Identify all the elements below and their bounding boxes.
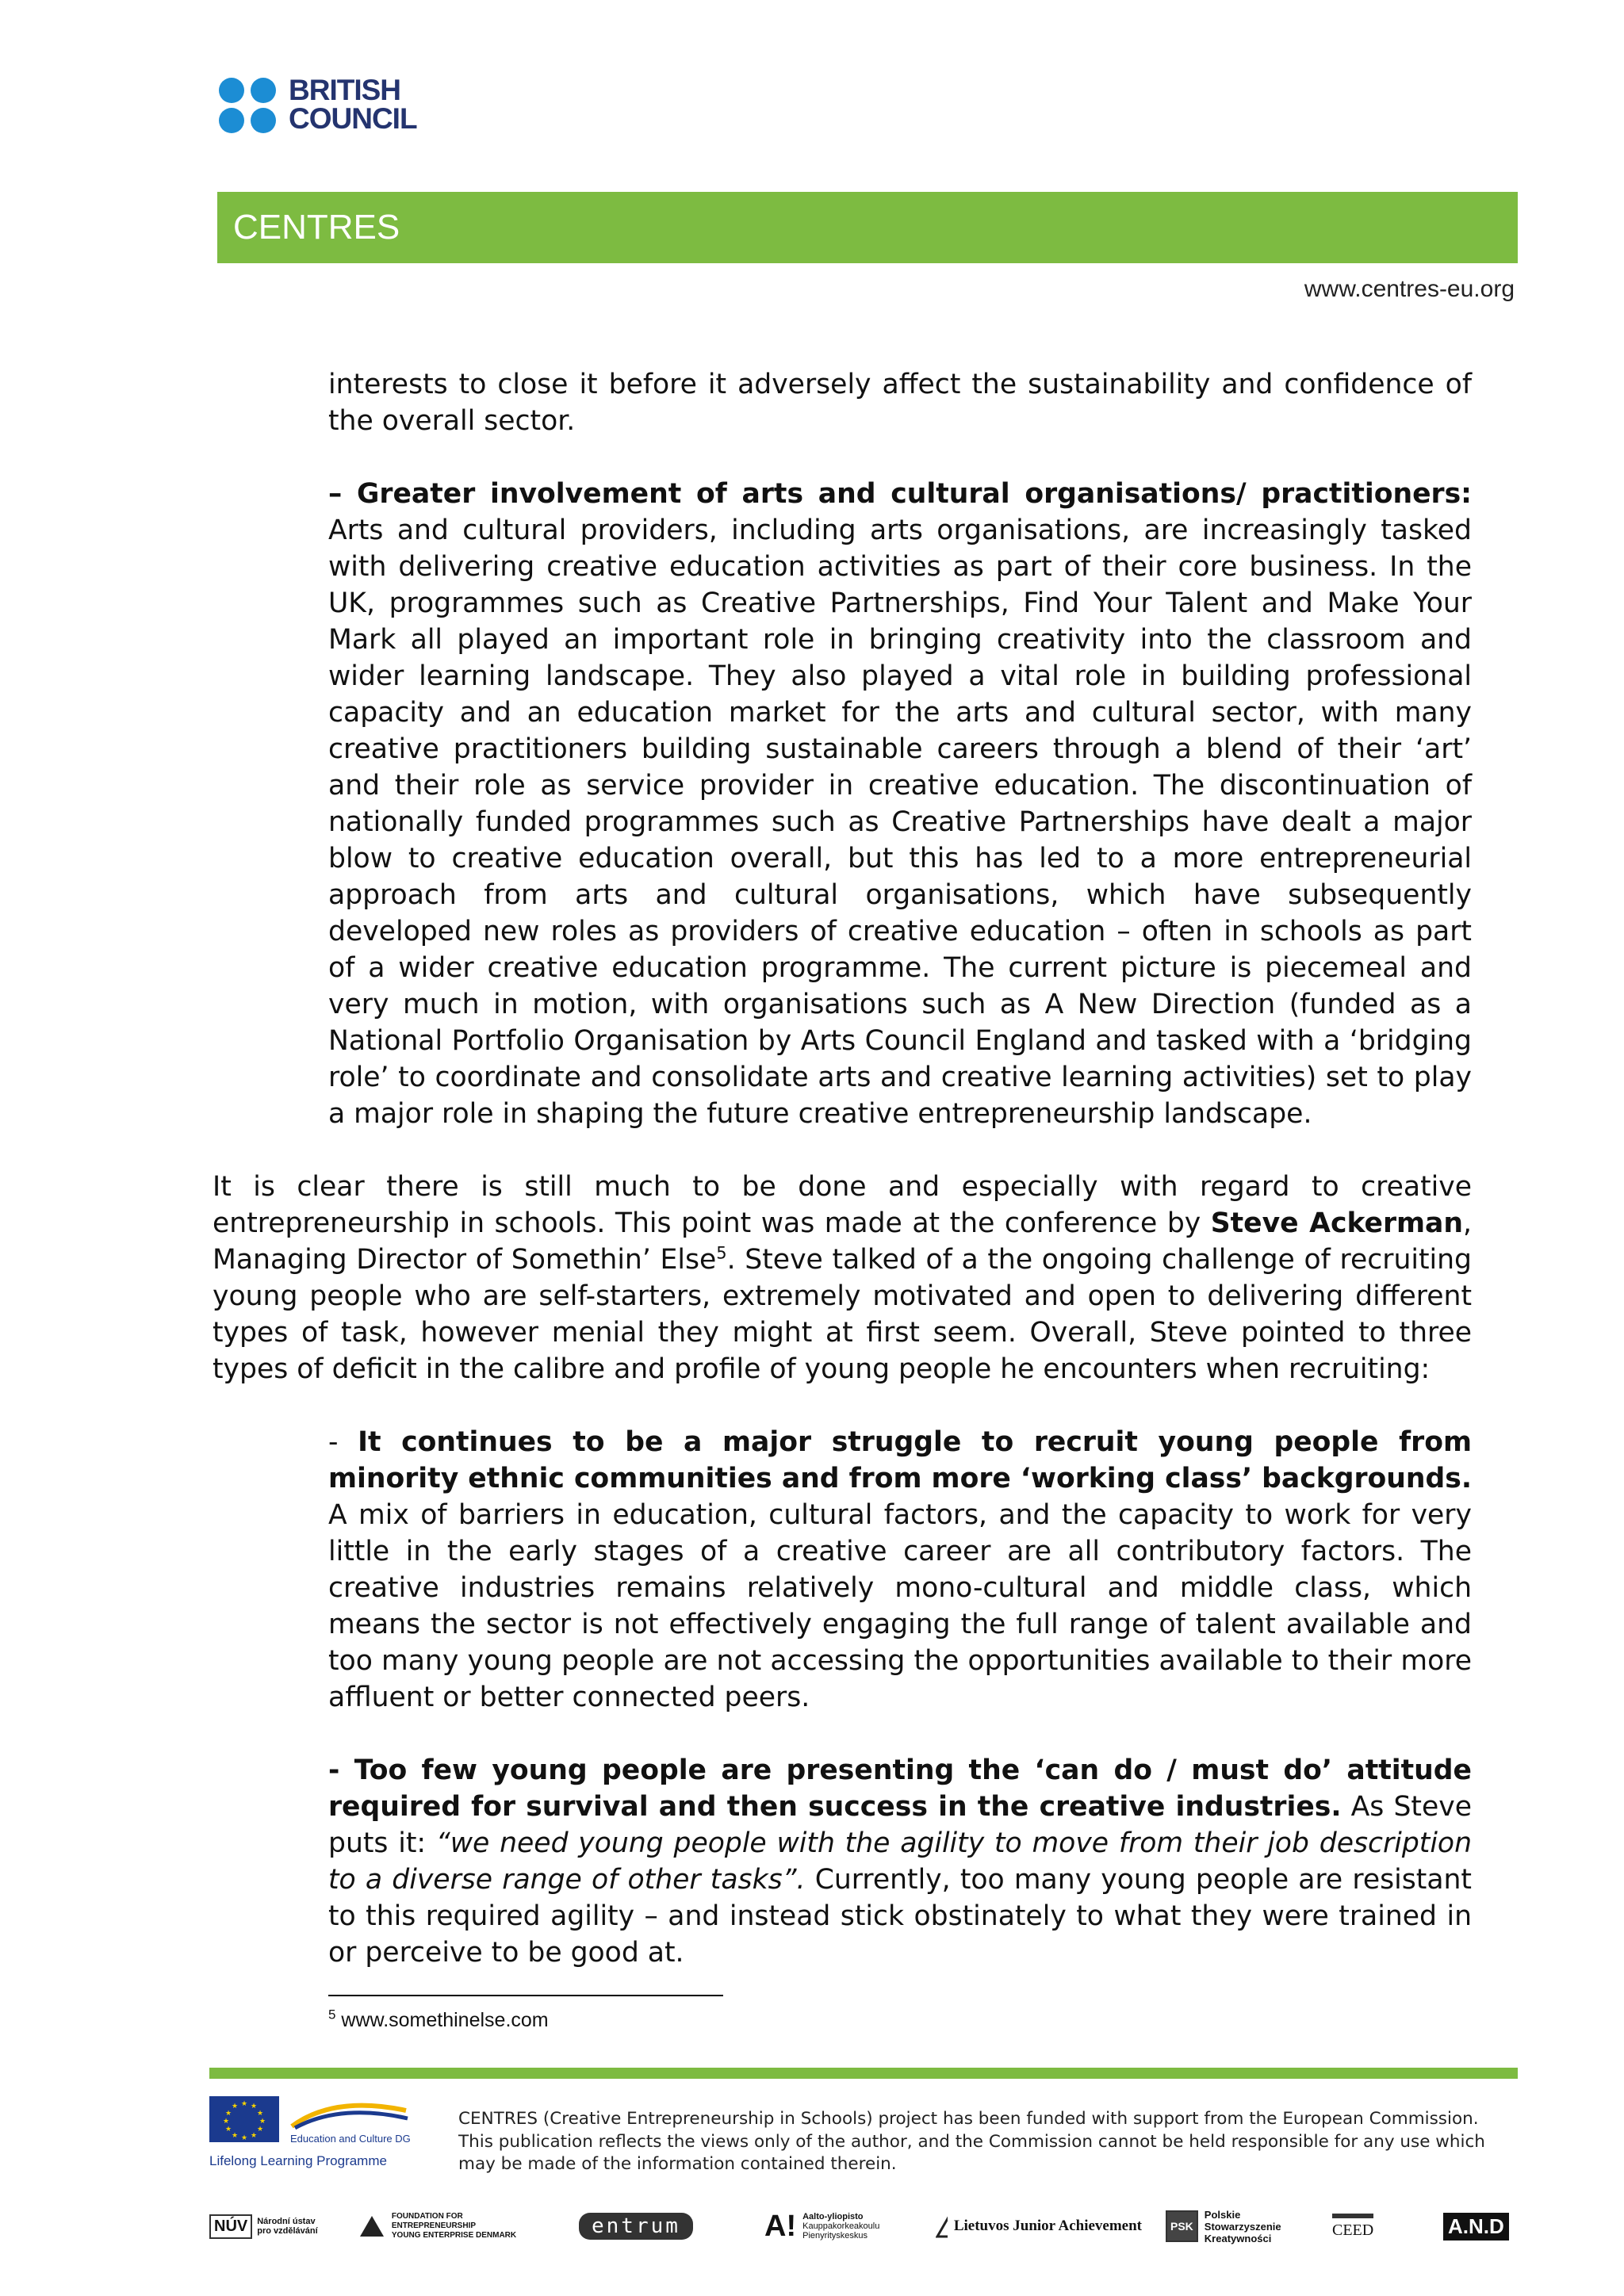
ffe-line2: YOUNG ENTERPRISE DENMARK bbox=[391, 2231, 517, 2240]
logo-dot-icon bbox=[251, 78, 276, 103]
paragraph-1 bbox=[328, 366, 1472, 439]
paragraph-2-text: Arts and cultural providers, including arts organisations, are increasingly tasked with delivering creative education activities as part of their core business. In the UK, programmes such as Creative Partnerships, Find Your Talent and Make Your Mark all played an important role in bringing creativity into the classroom and wider learning landscape. They also played a vital role in building professional capacity and an education market for the arts and cultural sector, with many creative practitioners building sustainable careers through a blend of their ‘art’ and their role as service provider in creative education. The discontinuation of nationally funded programmes such as Creative Partnerships have dealt a major blow to creative education overall, but this has led to a more entrepreneurial approach from arts and cultural organisations, which have subsequently developed new roles as providers of creative education – often in schools as part of a wider creative education programme. The current picture is piecemeal and very much in motion, with organisations such as A New Direction (funded as a National Portfolio Organisation by Arts Council England and tasked with a ‘bridging role’ to coordinate and consolidate arts and creative learning activities) set to play a major role in shaping the future creative entrepreneurship landscape. bbox=[328, 515, 1472, 1130]
nuv-name-line1: Národní ústav bbox=[257, 2217, 316, 2226]
footnote bbox=[328, 2009, 549, 2032]
psk-mark: PSK bbox=[1166, 2210, 1198, 2242]
partner-lja-logo bbox=[936, 2204, 1142, 2248]
lja-triangle-icon bbox=[936, 2214, 948, 2238]
aalto-line3: Pienyrityskeskus bbox=[802, 2231, 868, 2241]
aalto-line1: Aalto-yliopisto bbox=[802, 2212, 864, 2221]
logo-dot-icon bbox=[219, 78, 244, 103]
nuv-mark: NÚV bbox=[209, 2214, 252, 2239]
partner-aalto-logo bbox=[764, 2204, 923, 2248]
lifelong-learning-logo bbox=[208, 2096, 414, 2169]
partner-and-logo bbox=[1443, 2204, 1519, 2248]
partner-nuv-logo bbox=[209, 2204, 328, 2248]
psk-line1: Polskie bbox=[1204, 2208, 1241, 2221]
disclaimer-line-1: CENTRES (Creative Entrepreneurship in Schools) project has been funded with support from the European Commission. bbox=[458, 2109, 1479, 2129]
paragraph-5-text-b: Currently, too many young people are resistant to this required agility – and instead stick obstinately to what they were trained in or perceive to be good at. bbox=[328, 1864, 1472, 1969]
paragraph-3-text-a: It is clear there is still much to be done and especially with regard to creative entrepreneurship in schools. This point was made at the conference by bbox=[213, 1171, 1472, 1239]
ceed-wordmark: CEED bbox=[1332, 2214, 1373, 2240]
partner-ceed-logo bbox=[1332, 2204, 1411, 2248]
paragraph-3-text-c: . Steve talked of a the ongoing challenge of recruiting young people who are self-starters, extremely motivated and open to delivering different types of task, however menial they might at first seem. Overall, Steve pointed to three types of deficit in the calibre and profile of young people he encounters when recruiting: bbox=[213, 1244, 1472, 1385]
paragraph-5-text-a: As Steve puts it: bbox=[328, 1791, 1472, 1859]
ffe-line1: FOUNDATION FOR ENTREPRENEURSHIP bbox=[391, 2212, 477, 2230]
lifelong-learning-label: Lifelong Learning Programme bbox=[209, 2153, 387, 2168]
paragraph-5 bbox=[328, 1752, 1472, 1971]
footnote-text: www.somethinelse.com bbox=[335, 2009, 549, 2031]
psk-line3: Kreatywności bbox=[1204, 2232, 1272, 2244]
entrum-wordmark: entrum bbox=[579, 2213, 693, 2240]
paragraph-5-heading: - Too few young people are presenting the ‘can do / must do’ attitude required for survival and then success in the creative industries. bbox=[328, 1755, 1472, 1823]
paragraph-3 bbox=[213, 1169, 1472, 1387]
banner-title: CENTRES bbox=[233, 208, 400, 247]
funding-disclaimer bbox=[458, 2108, 1489, 2176]
paragraph-4-heading: It continues to be a major struggle to recruit young people from minority ethnic communities and from more ‘working class’ backgrounds. bbox=[328, 1426, 1473, 1494]
logo-dot-icon bbox=[251, 108, 276, 133]
paragraph-2 bbox=[328, 476, 1472, 1132]
british-council-logo bbox=[219, 73, 433, 138]
education-culture-dg-label: Education and Culture DG bbox=[290, 2133, 411, 2145]
nuv-name-line2: pro vzdělávání bbox=[257, 2226, 318, 2236]
centres-banner bbox=[217, 192, 1518, 263]
speaker-name: Steve Ackerman bbox=[1210, 1207, 1463, 1239]
paragraph-4-prefix: - bbox=[328, 1426, 358, 1458]
footnote-ref: 5 bbox=[716, 1243, 727, 1263]
paragraph-5-quote: “we need young people with the agility to move from their job description to a diverse range of other tasks”. bbox=[328, 1827, 1472, 1896]
website-url: www.centres-eu.org bbox=[1304, 276, 1515, 302]
partner-entrum-logo bbox=[579, 2204, 737, 2248]
psk-line2: Stowarzyszenie bbox=[1204, 2220, 1281, 2233]
ffe-triangle-icon bbox=[358, 2214, 385, 2238]
paragraph-3-text-b: , Managing Director of Somethin’ Else bbox=[213, 1207, 1472, 1276]
paragraph-2-heading: – Greater involvement of arts and cultural organisations/ practitioners: bbox=[328, 478, 1472, 510]
document-body bbox=[213, 366, 1472, 1971]
aalto-mark: A! bbox=[764, 2209, 797, 2243]
aalto-line2: Kauppakorkeakoulu bbox=[802, 2221, 880, 2231]
swoosh-icon bbox=[290, 2098, 409, 2130]
logo-text-line1: BRITISH bbox=[289, 74, 400, 106]
and-wordmark: A.N.D bbox=[1443, 2213, 1509, 2241]
footnote-number: 5 bbox=[328, 2007, 336, 2022]
disclaimer-line-2: This publication reflects the views only of the author, and the Commission cannot be held responsible for any use which bbox=[458, 2131, 1485, 2152]
partner-psk-logo bbox=[1166, 2204, 1308, 2248]
partner-ffe-logo bbox=[358, 2204, 549, 2248]
paragraph-4-text: A mix of barriers in education, cultural factors, and the capacity to work for very little in the early stages of a creative career are all contributory factors. The creative industries remains relatively mono-cultural and middle class, which means the sector is not effectively engaging the full range of talent available and too many young people are not accessing the opportunities available to their more affluent or better connected peers. bbox=[328, 1499, 1472, 1713]
footnote-divider bbox=[328, 1995, 723, 1996]
footer-divider bbox=[209, 2068, 1518, 2079]
logo-text-line2: COUNCIL bbox=[289, 102, 417, 135]
eu-flag-icon: ★ ★ ★ ★ ★ ★ ★ ★ ★ ★ ★ ★ bbox=[209, 2096, 279, 2142]
logo-dot-icon bbox=[219, 108, 244, 133]
paragraph-4 bbox=[328, 1424, 1472, 1716]
paragraph-1-text: interests to close it before it adversely affect the sustainability and confidence of the overall sector. bbox=[328, 369, 1472, 437]
disclaimer-line-3: may be made of the information contained therein. bbox=[458, 2154, 897, 2174]
lja-name: Lietuvos Junior Achievement bbox=[953, 2218, 1142, 2234]
